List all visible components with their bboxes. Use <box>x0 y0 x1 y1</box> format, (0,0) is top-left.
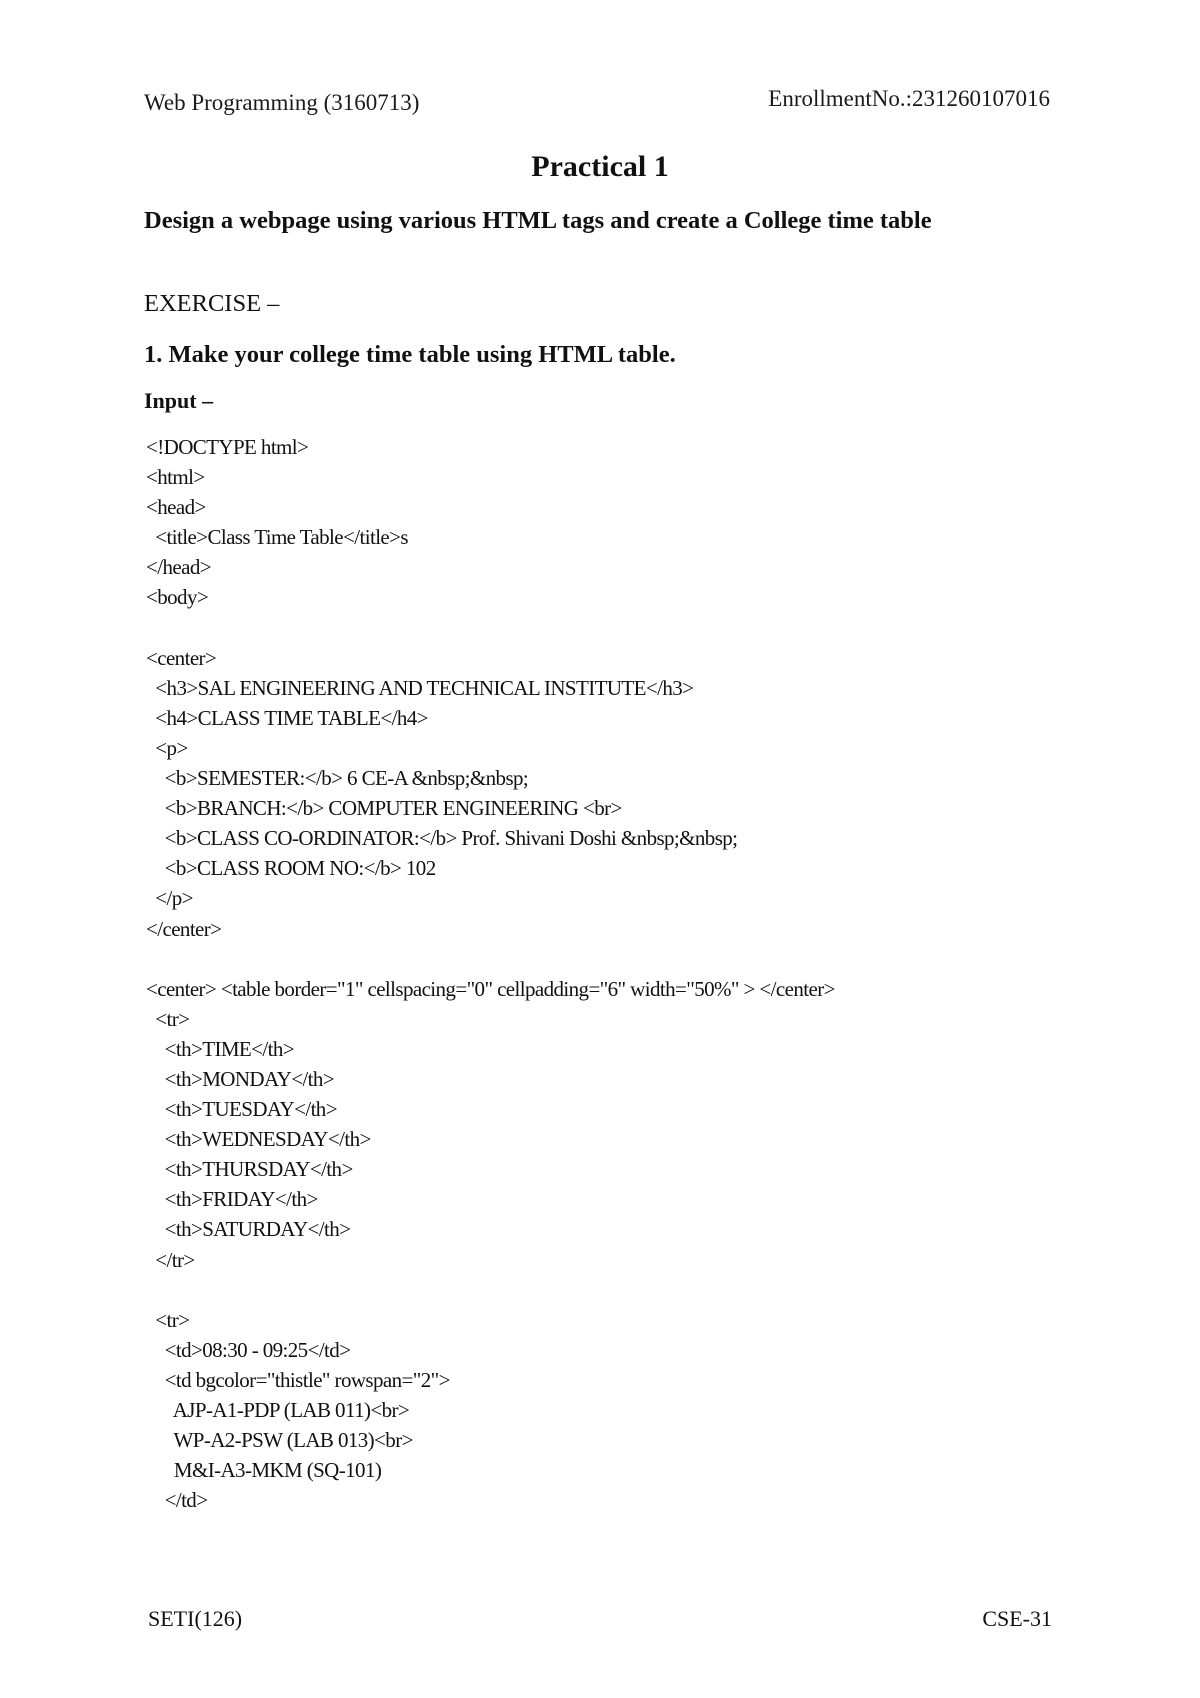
code-line: <b>BRANCH:</b> COMPUTER ENGINEERING <br> <box>146 796 622 821</box>
code-line: </tr> <box>146 1247 195 1272</box>
footer-page-number: CSE-31 <box>982 1606 1052 1631</box>
code-line: </center> <box>146 916 222 941</box>
code-line <box>146 944 835 974</box>
code-line: <th>FRIDAY</th> <box>146 1187 318 1212</box>
code-line <box>146 1275 835 1305</box>
code-line: <center> <box>146 645 217 670</box>
code-line: <b>CLASS ROOM NO:</b> 102 <box>146 856 436 881</box>
code-line: WP-A2-PSW (LAB 013)<br> <box>146 1428 413 1453</box>
code-line: <td bgcolor="thistle" rowspan="2"> <box>146 1367 450 1392</box>
code-line: <td>08:30 - 09:25</td> <box>146 1337 351 1362</box>
header-enrollment: EnrollmentNo.:231260107016 <box>768 86 1050 111</box>
code-line: <th>TIME</th> <box>146 1036 294 1061</box>
input-label: Input – <box>144 388 214 413</box>
code-line: <h3>SAL ENGINEERING AND TECHNICAL INSTITUTE</h3> <box>146 675 694 700</box>
code-line: <center> <table border="1" cellspacing="0" cellpadding="6" width="50%" > </center> <box>146 976 835 1001</box>
code-line: <p> <box>146 735 188 760</box>
code-line: <body> <box>146 585 209 610</box>
footer-institute-code: SETI(126) <box>148 1606 243 1631</box>
code-line: </p> <box>146 886 193 911</box>
practical-aim: Design a webpage using various HTML tags and create a College time table <box>144 207 932 234</box>
code-line: <th>WEDNESDAY</th> <box>146 1127 371 1152</box>
code-line: </head> <box>146 555 211 580</box>
code-line: <h4>CLASS TIME TABLE</h4> <box>146 705 428 730</box>
code-line: <tr> <box>146 1307 190 1332</box>
code-line: M&I-A3-MKM (SQ-101) <box>146 1458 382 1483</box>
code-line: <b>CLASS CO-ORDINATOR:</b> Prof. Shivani Doshi &nbsp;&nbsp; <box>146 826 738 851</box>
code-line: AJP-A1-PDP (LAB 011)<br> <box>146 1398 410 1422</box>
code-line: <th>SATURDAY</th> <box>146 1217 351 1242</box>
code-line: <tr> <box>146 1006 190 1031</box>
practical-title: Practical 1 <box>531 150 669 183</box>
exercise-heading: EXERCISE – <box>144 290 280 317</box>
code-line: <b>SEMESTER:</b> 6 CE-A &nbsp;&nbsp; <box>146 766 529 791</box>
code-line: <th>THURSDAY</th> <box>146 1157 353 1182</box>
code-line: <!DOCTYPE html> <box>146 435 309 459</box>
code-line: <th>MONDAY</th> <box>146 1066 335 1091</box>
code-line: <title>Class Time Table</title>s <box>146 525 408 550</box>
code-line: <head> <box>146 495 206 520</box>
code-line: <html> <box>146 465 205 490</box>
exercise-question: 1. Make your college time table using HTML table. <box>144 341 676 368</box>
code-line: </td> <box>146 1488 208 1513</box>
code-line: <th>TUESDAY</th> <box>146 1097 337 1122</box>
header-course: Web Programming (3160713) <box>144 90 420 115</box>
code-listing <box>146 432 835 1515</box>
code-line <box>146 613 835 643</box>
